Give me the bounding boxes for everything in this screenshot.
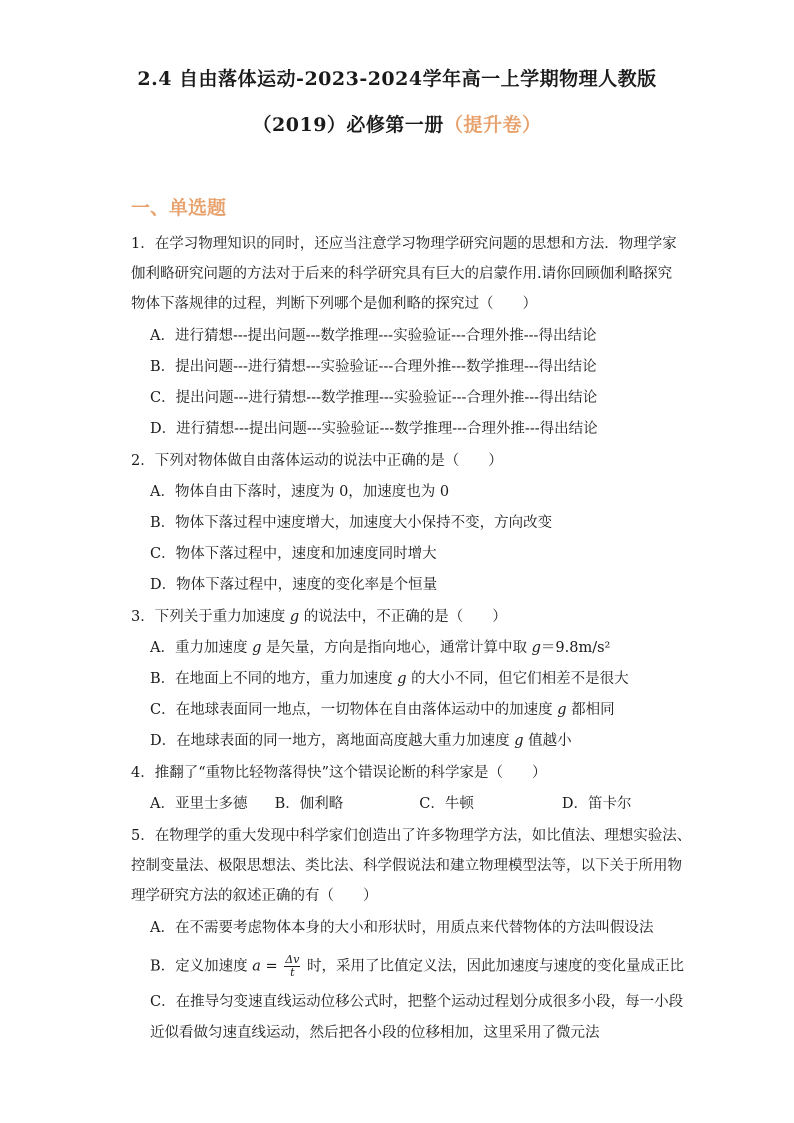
q1-stem-line3: 物体下落规律的过程，判断下列哪个是伽利略的探究过（ ） — [131, 296, 537, 312]
q5-stem-line2: 控制变量法、极限思想法、类比法、科学假说法和建立物理模型法等，以下关于所用物 — [131, 858, 682, 874]
document-title-line2 — [0, 110, 794, 137]
q4-option-d: D．笛卡尔 — [561, 796, 632, 812]
fraction-delta-v-over-t: $\frac{\Delta v}{t}$ — [285, 953, 300, 979]
q5-stem-line3: 理学研究方法的叙述正确的有（ ） — [131, 888, 378, 904]
q2-option-a: A．物体自由下落时，速度为 0，加速度也为 0 — [150, 484, 450, 500]
q1-option-d: D．进行猜想---提出问题---实验验证---数学推理---合理外推---得出结论 — [150, 421, 598, 437]
q1-stem-line2: 伽利略研究问题的方法对于后来的科学研究具有巨大的启蒙作用.请你回顾伽利略探究 — [131, 266, 673, 282]
q5-option-b: B．定义加速度 a = $\frac{\Delta v}{t}$ 时，采用了比值定义法，因此加速度与速度的变化量成正比 — [150, 953, 685, 979]
section-heading: 一、单选题 — [131, 197, 227, 219]
q5-option-c-line2: 近似看做匀速直线运动，然后把各小段的位移相加，这里采用了微元法 — [150, 1025, 600, 1041]
q3-option-a: A．重力加速度 g 是矢量，方向是指向地心，通常计算中取 g＝9.8m/s² — [150, 640, 611, 656]
q3-option-d: D．在地球表面的同一地方，离地面高度越大重力加速度 g 值越小 — [150, 733, 572, 749]
q3-option-c: C．在地球表面同一地点，一切物体在自由落体运动中的加速度 g 都相同 — [150, 702, 615, 718]
q5-option-c-line1: C．在推导匀变速直线运动位移公式时，把整个运动过程划分成很多小段，每一小段 — [150, 994, 684, 1010]
q1-option-c: C．提出问题---进行猜想---数学推理---实验验证---合理外推---得出结论 — [150, 390, 598, 406]
difficulty-tag: （提升卷） — [443, 114, 542, 136]
q4-options — [150, 794, 631, 814]
q4-option-a: A．亚里士多德 — [150, 796, 248, 812]
q1-option-b: B．提出问题---进行猜想---实验验证---合理外推---数学推理---得出结论 — [150, 359, 597, 375]
title-main: （2019）必修第一册 — [252, 114, 444, 136]
q5-option-a: A．在不需要考虑物体本身的大小和形状时，用质点来代替物体的方法叫假设法 — [150, 920, 654, 936]
q4-option-b: B．伽利略 — [274, 796, 344, 812]
q4-stem: 4．推翻了“重物比轻物落得快”这个错误论断的科学家是（ ） — [131, 765, 547, 781]
q2-stem: 2．下列对物体做自由落体运动的说法中正确的是（ ） — [131, 453, 503, 469]
q1-option-a: A．进行猜想---提出问题---数学推理---实验验证---合理外推---得出结论 — [150, 328, 597, 344]
q2-option-b: B．物体下落过程中速度增大，加速度大小保持不变，方向改变 — [150, 515, 553, 531]
q3-option-b: B．在地面上不同的地方，重力加速度 g 的大小不同，但它们相差不是很大 — [150, 671, 629, 687]
q1-stem-line1: 1．在学习物理知识的同时，还应当注意学习物理学研究问题的思想和方法．物理学家 — [131, 236, 677, 252]
q4-option-c: C．牛顿 — [419, 796, 474, 812]
q5-stem-line1: 5．在物理学的重大发现中科学家们创造出了许多物理学方法，如比值法、理想实验法、 — [131, 828, 692, 844]
q2-option-c: C．物体下落过程中，速度和加速度同时增大 — [150, 546, 437, 562]
q3-stem: 3．下列关于重力加速度 g 的说法中，不正确的是（ ） — [131, 609, 507, 625]
document-title-line1: 2.4 自由落体运动-2023-2024学年高一上学期物理人教版 — [137, 68, 657, 90]
q2-option-d: D．物体下落过程中，速度的变化率是个恒量 — [150, 577, 438, 593]
